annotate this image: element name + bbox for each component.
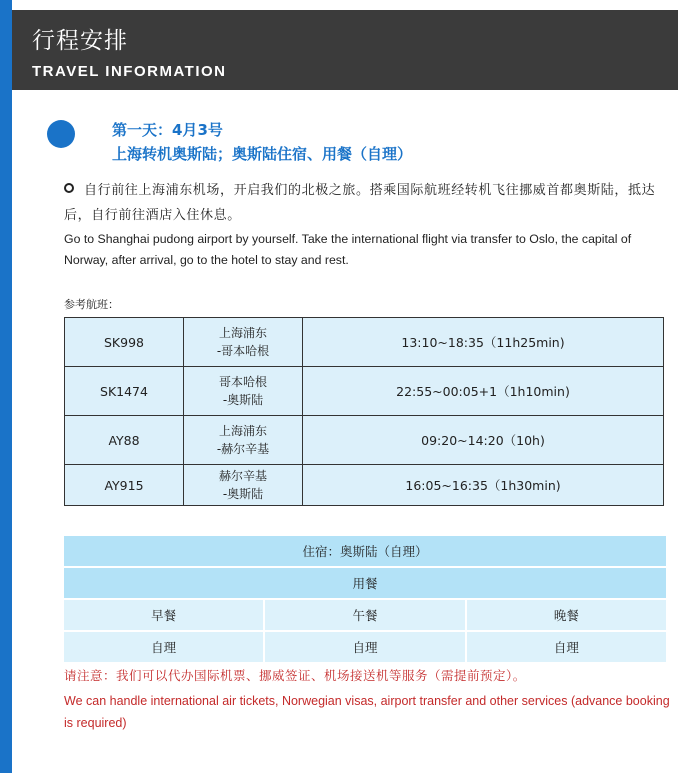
table-row xyxy=(65,416,664,465)
flight-route-to: -赫尔辛基 xyxy=(216,442,270,456)
description-cn xyxy=(64,178,664,228)
day-title xyxy=(112,118,412,166)
notice-en: We can handle international air tickets, Norwegian visas, airport transfer and other services (advance booking is required) xyxy=(64,694,670,730)
flight-time: 22:55~00:05+1（1h10min) xyxy=(303,367,664,416)
day-title-date: 第一天：4月3号 xyxy=(112,121,223,139)
description-cn-text: 自行前往上海浦东机场，开启我们的北极之旅。搭乘国际航班经转机飞往挪威首都奥斯陆，抵达后，自行前往酒店入住休息。 xyxy=(64,183,656,223)
day-title-summary: 上海转机奥斯陆；奥斯陆住宿、用餐（自理） xyxy=(112,145,413,163)
notice-cn: 请注意：我们可以代办国际机票、挪威签证、机场接送机等服务（需提前预定）。 xyxy=(64,668,526,683)
meal-value-lunch: 自理 xyxy=(265,632,466,664)
flight-code: SK1474 xyxy=(65,367,184,416)
page-header xyxy=(12,10,678,90)
flight-route-to: -哥本哈根 xyxy=(216,344,270,358)
meal-header-dinner: 晚餐 xyxy=(467,600,666,632)
bullet-icon xyxy=(64,183,74,193)
table-row xyxy=(64,568,666,600)
top-spacer xyxy=(12,0,678,10)
table-row xyxy=(65,367,664,416)
accommodation-meals-table xyxy=(64,536,666,664)
accommodation-cell: 住宿：奥斯陆（自理） xyxy=(64,536,666,568)
table-row xyxy=(64,632,666,664)
day-marker-dot xyxy=(47,120,75,148)
flight-time: 09:20~14:20（10h) xyxy=(303,416,664,465)
flight-route-from: 上海浦东 xyxy=(218,424,267,438)
dining-header-cell: 用餐 xyxy=(64,568,666,600)
flight-code: AY915 xyxy=(65,465,184,506)
meal-header-breakfast: 早餐 xyxy=(64,600,265,632)
flight-code: AY88 xyxy=(65,416,184,465)
flight-route xyxy=(184,318,303,367)
flight-time: 16:05~16:35（1h30min) xyxy=(303,465,664,506)
table-row xyxy=(64,536,666,568)
header-title-cn: 行程安排 xyxy=(32,28,128,54)
flight-route xyxy=(184,465,303,506)
flight-route xyxy=(184,416,303,465)
table-row xyxy=(65,318,664,367)
flight-time: 13:10~18:35（11h25min) xyxy=(303,318,664,367)
left-accent-bar xyxy=(0,0,12,773)
flight-route-to: -奥斯陆 xyxy=(222,487,264,501)
meal-header-lunch: 午餐 xyxy=(265,600,466,632)
table-row xyxy=(65,465,664,506)
flight-route-from: 哥本哈根 xyxy=(218,375,267,389)
meal-value-dinner: 自理 xyxy=(467,632,666,664)
description-en: Go to Shanghai pudong airport by yourself. Take the international flight via transfer to Oslo, the capital of Norway, after arrival, go to the hotel to stay and rest. xyxy=(64,232,632,267)
flight-route xyxy=(184,367,303,416)
table-row xyxy=(64,600,666,632)
flights-table xyxy=(64,317,664,506)
flight-code: SK998 xyxy=(65,318,184,367)
meal-value-breakfast: 自理 xyxy=(64,632,265,664)
flight-route-from: 上海浦东 xyxy=(218,326,267,340)
flights-label: 参考航班： xyxy=(64,298,119,311)
flight-route-to: -奥斯陆 xyxy=(222,393,264,407)
header-title-en: TRAVEL INFORMATION xyxy=(32,63,227,80)
flight-route-from: 赫尔辛基 xyxy=(218,469,267,483)
